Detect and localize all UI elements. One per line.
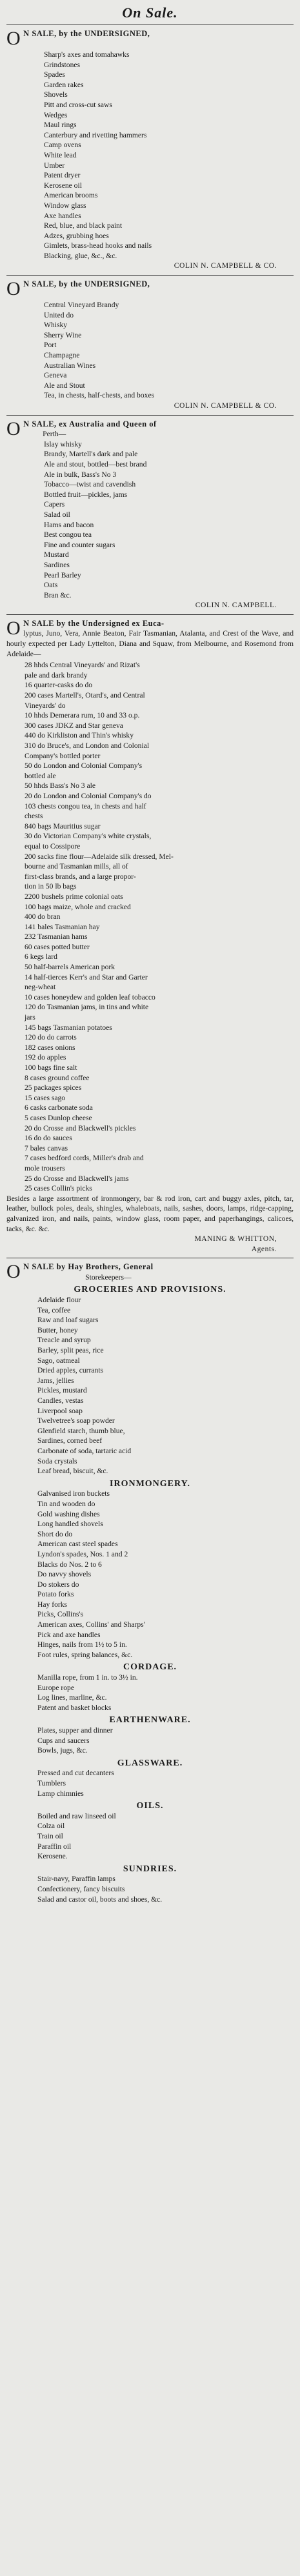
list-item: Confectionery, fancy biscuits bbox=[37, 1884, 125, 1893]
item-list bbox=[6, 1489, 294, 1660]
list-item: 120 do do carrots bbox=[25, 1033, 77, 1042]
list-item: Lyndon's spades, Nos. 1 and 2 bbox=[37, 1549, 128, 1558]
list-item: Kerosene. bbox=[37, 1852, 68, 1861]
list-item: United do bbox=[44, 310, 74, 319]
list-item: 100 bags maize, whole and cracked bbox=[25, 902, 131, 911]
list-item: Mustard bbox=[44, 550, 69, 559]
list-item: Europe rope bbox=[37, 1683, 74, 1692]
list-item: 141 bales Tasmanian hay bbox=[25, 922, 100, 931]
section-heading: IRONMONGERY. bbox=[110, 1478, 190, 1489]
list-item: Geneva bbox=[44, 371, 67, 380]
list-item: 232 Tasmanian hams bbox=[25, 932, 88, 941]
list-item: 25 packages spices bbox=[25, 1083, 82, 1092]
list-item: Window glass bbox=[44, 201, 86, 210]
list-item: Tobacco—twist and cavendish bbox=[44, 480, 136, 489]
list-item: Canterbury and rivetting hammers bbox=[44, 130, 147, 139]
item-list bbox=[6, 1295, 294, 1476]
list-item: Capers bbox=[44, 500, 65, 509]
list-item: 7 bales canvas bbox=[25, 1143, 68, 1152]
item-list bbox=[6, 439, 294, 601]
list-item: jars bbox=[25, 1013, 35, 1022]
list-item: Cups and saucers bbox=[37, 1736, 90, 1745]
list-item: 10 cases honeydew and golden leaf tobacco bbox=[25, 992, 155, 1001]
list-item: Do stokers do bbox=[37, 1580, 79, 1589]
list-item: 28 hhds Central Vineyards' and Rizat's bbox=[25, 661, 140, 670]
list-item: Ale and stout, bottled—best brand bbox=[44, 459, 147, 468]
list-item: tion in 50 lb bags bbox=[25, 882, 77, 891]
list-item: Tea, coffee bbox=[37, 1305, 71, 1314]
list-item: Spades bbox=[44, 70, 65, 79]
list-item: Salad and castor oil, boots and shoes, &c. bbox=[37, 1895, 163, 1904]
list-item: Vineyards' do bbox=[25, 701, 66, 710]
list-item: Tin and wooden do bbox=[37, 1499, 95, 1508]
item-list bbox=[6, 300, 294, 401]
list-item: equal to Cossipore bbox=[25, 841, 81, 850]
section-heading: CORDAGE. bbox=[123, 1662, 177, 1673]
list-item: Pearl Barley bbox=[44, 570, 81, 579]
list-item: Foot rules, spring balances, &c. bbox=[37, 1650, 133, 1659]
list-item: Carbonate of soda, tartaric acid bbox=[37, 1446, 132, 1455]
section-heading: GLASSWARE. bbox=[117, 1758, 183, 1768]
list-item: 200 cases Martell's, Otard's, and Central bbox=[25, 691, 145, 700]
advert-signature: COLIN N. CAMPBELL. bbox=[195, 601, 277, 610]
list-item: 20 do Crosse and Blackwell's pickles bbox=[25, 1123, 136, 1132]
list-item: Sardines, corned beef bbox=[37, 1436, 103, 1445]
list-item: 840 bags Mauritius sugar bbox=[25, 821, 101, 830]
list-item: Manilla rope, from 1 in. to 3½ in. bbox=[37, 1673, 138, 1682]
list-item: Fine and counter sugars bbox=[44, 540, 115, 549]
list-item: Colza oil bbox=[37, 1822, 65, 1831]
list-item: 16 quarter-casks do do bbox=[25, 681, 93, 690]
list-item: Short do do bbox=[37, 1529, 73, 1538]
list-item: 192 do apples bbox=[25, 1053, 66, 1062]
list-item: 120 do Tasmanian jams, in tins and white bbox=[25, 1003, 149, 1012]
masthead: On Sale. bbox=[122, 5, 178, 21]
list-item: Jams, jellies bbox=[37, 1376, 74, 1385]
list-item: Hay forks bbox=[37, 1600, 68, 1609]
list-item: 7 cases bedford cords, Miller's drab and bbox=[25, 1154, 144, 1163]
list-item: bourne and Tasmanian mills, all of bbox=[25, 862, 128, 871]
list-item: Camp ovens bbox=[44, 141, 81, 150]
list-item: Tumblers bbox=[37, 1778, 66, 1787]
advert-headline: O N SALE, ex Australia and Queen of bbox=[6, 418, 157, 439]
list-item: Maul rings bbox=[44, 121, 77, 130]
list-item: Blacking, glue, &c., &c. bbox=[44, 251, 117, 260]
advert-campbell-provisions: O N SALE, ex Australia and Queen of Perth— Islay whisky Brandy, Martell's dark and pale Ale and stout, bottled—best brand Ale in bulk, Bass's No 3 Tobacco—twist and cavendish Bottled fruit—pickles, jams Capers Salad oil Hams and bacon Best congou tea Fine and counter sugars Mustard Sardines Pearl Barley Oats Bran &c. COLIN N. CAMPBELL. bbox=[6, 419, 294, 610]
list-item: Bowls, jugs, &c. bbox=[37, 1746, 88, 1755]
list-item: Long handled shovels bbox=[37, 1520, 103, 1529]
list-item: 145 bags Tasmanian potatoes bbox=[25, 1023, 112, 1032]
list-item: 30 do Victorian Company's white crystals, bbox=[25, 832, 152, 841]
list-item: 8 cases ground coffee bbox=[25, 1073, 90, 1082]
list-item: Bran &c. bbox=[44, 590, 72, 599]
list-item: American brooms bbox=[44, 191, 98, 200]
list-item: Ale in bulk, Bass's No 3 bbox=[44, 470, 117, 479]
list-item: neg-wheat bbox=[25, 983, 56, 992]
list-item: Candles, vestas bbox=[37, 1396, 84, 1405]
list-item: 25 cases Collin's picks bbox=[25, 1184, 92, 1193]
list-item: Dried apples, currants bbox=[37, 1366, 104, 1375]
advert-headline: O N SALE by the Undersigned ex Euca- bbox=[6, 617, 165, 639]
list-item: Boiled and raw linseed oil bbox=[37, 1811, 116, 1820]
list-item: 10 hhds Demerara rum, 10 and 33 o.p. bbox=[25, 711, 140, 720]
list-item: Oats bbox=[44, 581, 58, 590]
list-item: Barley, split peas, rice bbox=[37, 1346, 104, 1355]
list-item: 6 casks carbonate soda bbox=[25, 1103, 93, 1112]
list-item: Sharp's axes and tomahawks bbox=[44, 50, 130, 59]
list-item: 15 cases sago bbox=[25, 1093, 66, 1102]
advert-intro: lyptus, Juno, Vera, Annie Beaton, Fair Tasmanian, Atalanta, and Crest of the Wave, and hourly expected per Lady Lyttelton, Diana and Squaw, from Melbourne, and Rosemond from Adelaide— bbox=[6, 629, 294, 658]
item-list bbox=[6, 660, 294, 1193]
list-item: pale and dark brandy bbox=[25, 670, 88, 679]
list-item: 20 do London and Colonial Company's do bbox=[25, 791, 152, 800]
list-item: American axes, Collins' and Sharps' bbox=[37, 1620, 145, 1629]
list-item: Leaf bread, biscuit, &c. bbox=[37, 1467, 108, 1476]
list-item: Plates, supper and dinner bbox=[37, 1726, 113, 1735]
list-item: White lead bbox=[44, 150, 77, 159]
list-item: American cast steel spades bbox=[37, 1540, 118, 1549]
list-item: Wedges bbox=[44, 110, 68, 119]
list-item: Gold washing dishes bbox=[37, 1509, 100, 1518]
advert-signature: COLIN N. CAMPBELL & CO. bbox=[174, 261, 277, 270]
list-item: Australian Wines bbox=[44, 361, 96, 370]
list-item: Shovels bbox=[44, 90, 68, 99]
list-item: 310 do Bruce's, and London and Colonial bbox=[25, 741, 150, 750]
list-item: Treacle and syrup bbox=[37, 1336, 91, 1345]
item-list bbox=[6, 1726, 294, 1756]
list-item: Pick and axe handles bbox=[37, 1630, 101, 1639]
list-item: Blacks do Nos. 2 to 6 bbox=[37, 1560, 102, 1569]
list-item: chests bbox=[25, 812, 43, 821]
list-item: 5 cases Dunlop cheese bbox=[25, 1113, 92, 1122]
list-item: Sago, oatmeal bbox=[37, 1356, 80, 1365]
advert-headline: O N SALE by Hay Brothers, General bbox=[6, 1261, 154, 1283]
list-item: Twelvetree's soap powder bbox=[37, 1416, 115, 1425]
list-item: Grindstones bbox=[44, 60, 81, 69]
list-item: Pickles, mustard bbox=[37, 1386, 87, 1395]
list-item: Patent and basket blocks bbox=[37, 1703, 112, 1712]
advert-signature-role: Agents. bbox=[251, 1244, 277, 1253]
list-item: Log lines, marline, &c. bbox=[37, 1693, 107, 1702]
list-item: Sherry Wine bbox=[44, 330, 82, 339]
advert-signature: COLIN N. CAMPBELL & CO. bbox=[174, 401, 277, 410]
list-item: Soda crystals bbox=[37, 1456, 77, 1465]
item-list bbox=[6, 1673, 294, 1713]
list-item: 182 cases onions bbox=[25, 1043, 75, 1052]
list-item: 103 chests congou tea, in chests and half bbox=[25, 801, 146, 810]
list-item: 16 do do sauces bbox=[25, 1134, 72, 1143]
list-item: mole trousers bbox=[25, 1163, 65, 1172]
list-item: Islay whisky bbox=[44, 439, 82, 448]
list-item: Red, blue, and black paint bbox=[44, 221, 123, 230]
list-item: 2200 bushels prime colonial oats bbox=[25, 892, 123, 901]
list-item: Salad oil bbox=[44, 510, 70, 519]
list-item: Adelaide flour bbox=[37, 1296, 81, 1305]
list-item: 100 bags fine salt bbox=[25, 1063, 77, 1072]
divider bbox=[6, 614, 294, 615]
list-item: 200 sacks fine flour—Adelaide silk dressed, Mel- bbox=[25, 852, 174, 861]
list-item: Patent dryer bbox=[44, 171, 81, 180]
list-item: Do navvy shovels bbox=[37, 1570, 92, 1579]
list-item: Picks, Collins's bbox=[37, 1610, 84, 1619]
item-list bbox=[6, 1874, 294, 1904]
list-item: Galvanised iron buckets bbox=[37, 1489, 110, 1498]
list-item: Whisky bbox=[44, 321, 68, 330]
section-heading: OILS. bbox=[136, 1801, 164, 1811]
list-item: Best congou tea bbox=[44, 530, 92, 539]
list-item: 50 half-barrels American pork bbox=[25, 963, 115, 972]
section-heading: EARTHENWARE. bbox=[109, 1715, 191, 1726]
divider bbox=[6, 275, 294, 276]
list-item: Kerosene oil bbox=[44, 181, 82, 190]
advert-campbell-hardware bbox=[6, 29, 294, 271]
list-item: 25 do Crosse and Blackwell's jams bbox=[25, 1174, 129, 1183]
list-item: 14 half-tierces Kerr's and Star and Garter bbox=[25, 972, 148, 981]
section-heading: GROCERIES AND PROVISIONS. bbox=[74, 1285, 226, 1295]
list-item: first-class brands, and a large propor- bbox=[25, 872, 136, 881]
list-item: 400 do bran bbox=[25, 912, 61, 921]
section-heading: SUNDRIES. bbox=[123, 1864, 177, 1874]
list-item: 440 do Kirkliston and Thin's whisky bbox=[25, 731, 134, 740]
advert-headline: O N SALE, by the UNDERSIGNED, bbox=[6, 278, 150, 300]
list-item: Paraffin oil bbox=[37, 1842, 72, 1851]
list-item: Brandy, Martell's dark and pale bbox=[44, 450, 138, 459]
list-item: Butter, honey bbox=[37, 1325, 78, 1334]
list-item: Sardines bbox=[44, 560, 70, 569]
list-item: 60 cases potted butter bbox=[25, 942, 90, 951]
list-item: Hams and bacon bbox=[44, 520, 94, 529]
advert-headline: O N SALE, by the UNDERSIGNED, bbox=[6, 28, 150, 49]
advert-signature: MANING & WHITTON, bbox=[194, 1234, 277, 1243]
list-item: Ale and Stout bbox=[44, 381, 85, 390]
list-item: 50 hhds Bass's No 3 ale bbox=[25, 781, 95, 790]
list-item: Bottled fruit—pickles, jams bbox=[44, 490, 128, 499]
list-item: Raw and loaf sugars bbox=[37, 1316, 99, 1325]
advert-maning-whitton bbox=[6, 619, 294, 1254]
item-list bbox=[6, 1811, 294, 1862]
list-item: Adzes, grubbing hoes bbox=[44, 231, 109, 240]
advert-outro: Besides a large assortment of ironmongery, bar & rod iron, cart and buggy axles, pitch, tar, leather, bullock poles, deals, shingles, whaleboats, nails, sashes, doors, lamps, ridge-capping, galvanized iron, and nails, paints, window glass, room paper, and paperhangings, calicoes, tacks, &c. &c. bbox=[6, 1194, 294, 1233]
list-item: Lamp chimnies bbox=[37, 1789, 84, 1798]
list-item: 50 do London and Colonial Company's bbox=[25, 761, 143, 770]
list-item: Gimlets, brass-head hooks and nails bbox=[44, 241, 152, 250]
list-item: Potato forks bbox=[37, 1590, 74, 1599]
list-item: Pitt and cross-cut saws bbox=[44, 100, 112, 109]
list-item: 6 kegs lard bbox=[25, 952, 57, 961]
list-item: Garden rakes bbox=[44, 80, 84, 89]
advert-hay-brothers: O N SALE by Hay Brothers, General Storekeepers— GROCERIES AND PROVISIONS. Adelaide flour Tea, coffee Raw and loaf sugars Butter, honey Treacle and syrup Barley, split peas, rice Sago, oatmeal Dried apples, currants Jams, jellies Pickles, mustard Candles, vestas Liverpool soap Twelvetree's soap powder Glenfield starch, thumb blue, Sardines, corned beef Carbonate of soda, tartaric acid Soda crystals Leaf bread, biscuit, &c. IRONMONGERY. Galvanised iron buckets Tin and wooden do Gold washing dishes Long handled shovels Short do do American cast steel spades Lyndon's spades, Nos. 1 and 2 Blacks do Nos. 2 to 6 Do navvy shovels Do stokers do Potato forks Hay forks Picks, Collins's American axes, Collins' and Sharps' Pick and axe handles Hinges, nails from 1½ to 5 in. Foot rules, spring balances, &c. CORDAGE. Manilla rope, from 1 in. to 3½ in. Europe rope Log lines, marline, &c. Patent and basket blocks EARTHENWARE. Plates, supper and dinner Cups and saucers Bowls, jugs, &c. GLASSWARE. Pressed and cut decanters Tumblers Lamp chimnies OILS. Boiled and raw linseed oil Colza oil Train oil Paraffin oil Kerosene. SUNDRIES. Stair-navy, Paraffin lamps Confectionery, fancy biscuits Salad and castor oil, boots and shoes, &c. bbox=[6, 1262, 294, 1904]
list-item: Stair-navy, Paraffin lamps bbox=[37, 1875, 115, 1884]
list-item: Train oil bbox=[37, 1831, 63, 1840]
list-item: bottled ale bbox=[25, 771, 56, 780]
list-item: Central Vineyard Brandy bbox=[44, 301, 119, 310]
list-item: 300 cases JDKZ and Star geneva bbox=[25, 721, 123, 730]
list-item: Axe handles bbox=[44, 211, 81, 220]
list-item: Company's bottled porter bbox=[25, 751, 101, 760]
advert-campbell-spirits bbox=[6, 279, 294, 411]
list-item: Tea, in chests, half-chests, and boxes bbox=[44, 391, 155, 400]
item-list bbox=[6, 50, 294, 261]
list-item: Pressed and cut decanters bbox=[37, 1769, 114, 1778]
divider bbox=[6, 415, 294, 416]
list-item: Liverpool soap bbox=[37, 1406, 83, 1415]
list-item: Hinges, nails from 1½ to 5 in. bbox=[37, 1640, 127, 1649]
list-item: Port bbox=[44, 341, 57, 350]
item-list bbox=[6, 1768, 294, 1798]
list-item: Champagne bbox=[44, 351, 80, 360]
list-item: Glenfield starch, thumb blue, bbox=[37, 1426, 125, 1435]
list-item: Umber bbox=[44, 161, 65, 170]
